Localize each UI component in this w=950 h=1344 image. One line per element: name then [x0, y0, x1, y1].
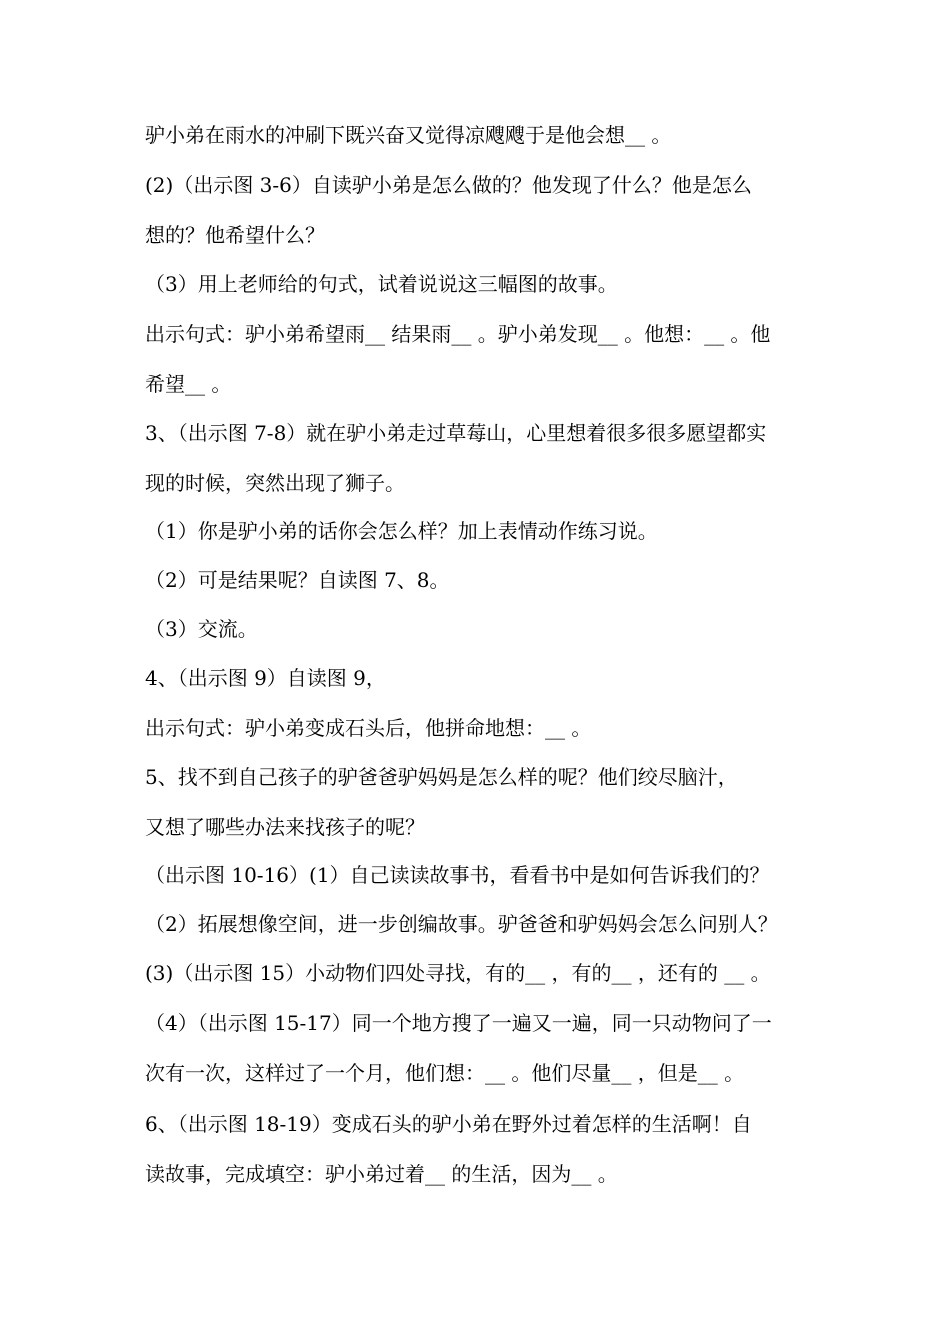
text-line: 6、（出示图 18-19）变成石头的驴小弟在野外过着怎样的生活啊！自: [145, 1112, 752, 1136]
text-line: （2）拓展想像空间，进一步创编故事。驴爸爸和驴妈妈会怎么问别人？: [145, 912, 778, 936]
text-line: （4）（出示图 15-17）同一个地方搜了一遍又一遍，同一只动物问了一: [145, 1011, 772, 1035]
text-line: 想的？他希望什么？: [145, 223, 325, 247]
text-line: (2)（出示图 3-6）自读驴小弟是怎么做的？他发现了什么？他是怎么: [145, 173, 752, 197]
text-line: 3、（出示图 7-8）就在驴小弟走过草莓山，心里想着很多很多愿望都实: [145, 421, 767, 445]
text-line: 5、找不到自己孩子的驴爸爸驴妈妈是怎么样的呢？他们绞尽脑汁，: [145, 765, 738, 789]
text-line: 出示句式：驴小弟希望雨__ 结果雨__ 。驴小弟发现__ 。他想：__ 。他: [145, 322, 771, 346]
text-line: 现的时候，突然出现了狮子。: [145, 471, 405, 495]
text-line: 又想了哪些办法来找孩子的呢？: [145, 815, 425, 839]
text-line: （2）可是结果呢？自读图 7、8。: [145, 568, 450, 592]
text-line: （1）你是驴小弟的话你会怎么样？加上表情动作练习说。: [145, 519, 658, 543]
text-line: 驴小弟在雨水的冲刷下既兴奋又觉得凉飕飕于是他会想__ 。: [145, 123, 672, 147]
text-line: 出示句式：驴小弟变成石头后，他拼命地想：__ 。: [145, 716, 592, 740]
text-line: 4、（出示图 9）自读图 9，: [145, 666, 386, 690]
text-line: 次有一次，这样过了一个月，他们想：__ 。他们尽量__ ，但是__ 。: [145, 1061, 745, 1085]
text-line: （出示图 10-16）(1）自己读读故事书，看看书中是如何告诉我们的？: [145, 863, 770, 887]
text-line: 希望__ 。: [145, 372, 232, 396]
text-line: (3)（出示图 15）小动物们四处寻找，有的__ ，有的__ ，还有的 __ 。: [145, 961, 771, 985]
text-line: （3）交流。: [145, 617, 258, 641]
text-line: 读故事，完成填空：驴小弟过着__ 的生活，因为__ 。: [145, 1162, 618, 1186]
text-line: （3）用上老师给的句式，试着说说这三幅图的故事。: [145, 272, 618, 296]
